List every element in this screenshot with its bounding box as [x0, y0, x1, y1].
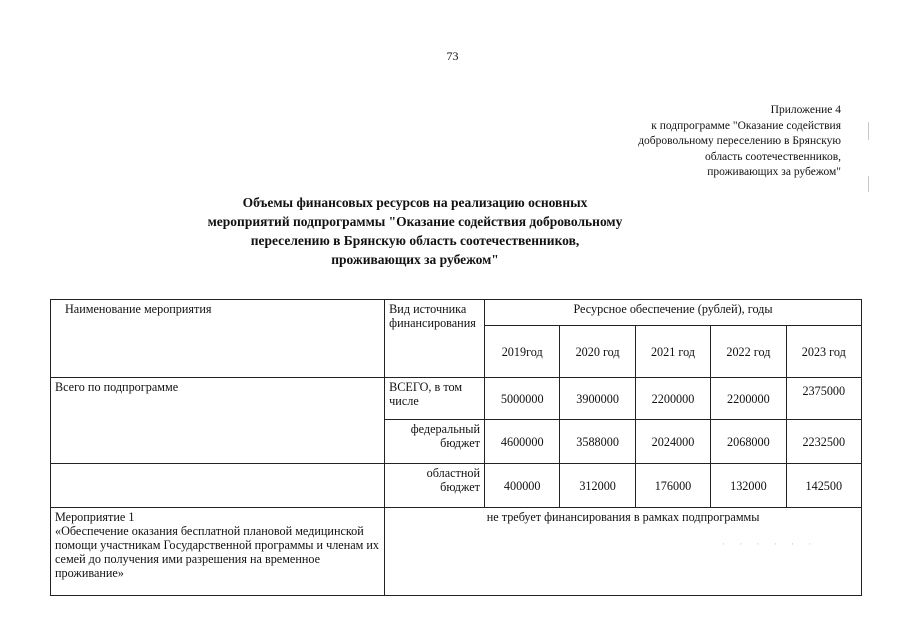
title-line: проживающих за рубежом" — [331, 252, 499, 267]
scan-artifact: · · · · · · — [722, 539, 818, 549]
table-row — [51, 378, 862, 420]
value-cell: 2375000 — [786, 378, 861, 420]
event-description: «Обеспечение оказания бесплатной плановой медицинской помощи участникам Государственной программы и членам их семей до получения ими разрешения на временное проживание» — [55, 524, 380, 580]
header-year: 2023 год — [786, 326, 861, 378]
value-cell: 312000 — [560, 464, 635, 508]
table-row — [51, 464, 862, 508]
value-cell: 142500 — [786, 464, 861, 508]
value-cell: 176000 — [635, 464, 710, 508]
source-cell: областной бюджет — [385, 464, 485, 508]
source-cell: ВСЕГО, в том числе — [385, 378, 485, 420]
appendix-line: добровольному переселению в Брянскую — [638, 135, 841, 147]
value-cell: 5000000 — [485, 378, 560, 420]
header-year: 2020 год — [560, 326, 635, 378]
header-name: Наименование мероприятия — [51, 300, 385, 378]
value-cell: 2232500 — [786, 420, 861, 464]
value-cell: 3588000 — [560, 420, 635, 464]
value-cell: 2200000 — [635, 378, 710, 420]
appendix-reference — [638, 103, 841, 181]
appendix-line: область соотечественников, — [705, 150, 841, 163]
value-cell: 2024000 — [635, 420, 710, 464]
title-line: Объемы финансовых ресурсов на реализацию основных — [242, 195, 588, 210]
header-resources: Ресурсное обеспечение (рублей), годы — [485, 300, 862, 326]
value-cell: 400000 — [485, 464, 560, 508]
header-source: Вид источника финансирования — [385, 300, 485, 378]
document-title — [180, 193, 650, 269]
value-cell: 4600000 — [485, 420, 560, 464]
event-name — [51, 508, 385, 596]
source-cell: федеральный бюджет — [385, 420, 485, 464]
value-cell: 132000 — [711, 464, 786, 508]
title-line: переселению в Брянскую область соотечественников, — [250, 233, 580, 248]
header-year: 2019год — [485, 326, 560, 378]
appendix-line: проживающих за рубежом" — [707, 166, 841, 178]
scan-edge-mark — [868, 176, 869, 192]
budget-table — [50, 299, 862, 596]
page-number: 73 — [446, 49, 459, 63]
appendix-line: Приложение 4 — [770, 104, 841, 116]
table-header-row — [51, 300, 862, 326]
value-cell: 2068000 — [711, 420, 786, 464]
scan-edge-mark — [868, 122, 869, 140]
value-cell: 2200000 — [711, 378, 786, 420]
header-year: 2021 год — [635, 326, 710, 378]
value-cell: 3900000 — [560, 378, 635, 420]
event-note: не требует финансирования в рамках подпрограммы — [385, 508, 862, 596]
appendix-line: к подпрограмме "Оказание содействия — [651, 119, 841, 132]
header-year: 2022 год — [711, 326, 786, 378]
title-line: мероприятий подпрограммы "Оказание содействия добровольному — [207, 214, 623, 229]
event-title: Мероприятие 1 — [55, 510, 135, 524]
total-name-continuation — [51, 464, 385, 508]
total-name: Всего по подпрограмме — [51, 378, 385, 464]
table-row — [51, 508, 862, 596]
